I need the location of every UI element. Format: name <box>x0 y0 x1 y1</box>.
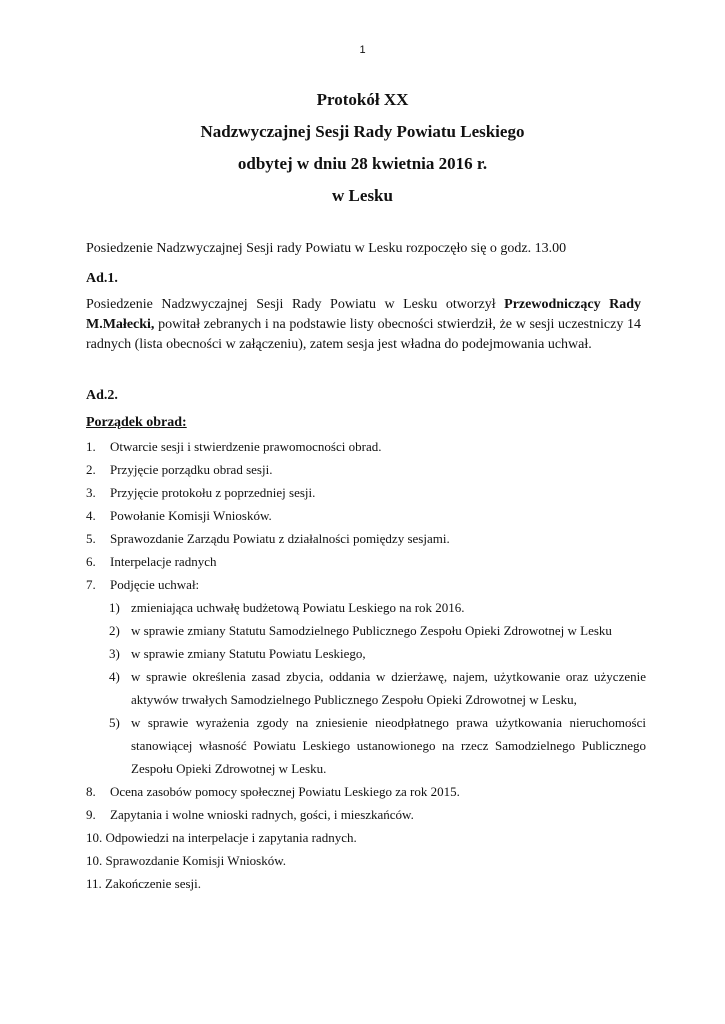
agenda-item-label: Interpelacje radnych <box>110 554 217 569</box>
ad1-text-after: powitał zebranych i na podstawie listy obecności stwierdził, że w sesji uczestniczy 14 radnych (lista obecności w załączeniu), zatem sesja jest władna do podejmowania uchwał. <box>86 317 641 352</box>
agenda-item-label: Podjęcie uchwał: <box>110 577 200 592</box>
agenda-subitem <box>109 711 646 780</box>
agenda-subitem <box>109 619 646 642</box>
agenda-item-number: 7. <box>86 577 96 592</box>
agenda-subitem-label: zmieniająca uchwałę budżetową Powiatu Leskiego na rok 2016. <box>131 600 465 615</box>
agenda-item-label: Zapytania i wolne wnioski radnych, gości, i mieszkańców. <box>110 807 414 822</box>
agenda-item <box>86 481 646 504</box>
ad1-heading: Ad.1. <box>86 271 118 286</box>
agenda-item-number: 3. <box>86 485 96 500</box>
agenda-item-number: 4. <box>86 508 96 523</box>
agenda-item: 10. Sprawozdanie Komisji Wniosków. <box>86 853 287 868</box>
agenda-item-label: Sprawozdanie Zarządu Powiatu z działalności pomiędzy sesjami. <box>110 531 450 546</box>
agenda-item-number: 9. <box>86 807 96 822</box>
agenda-subitem-number: 4) <box>109 669 120 684</box>
title-line-3: odbytej w dniu 28 kwietnia 2016 r. <box>237 154 488 173</box>
agenda-item: 10. Odpowiedzi na interpelacje i zapytania radnych. <box>86 830 357 845</box>
ad2-heading: Ad.2. <box>86 388 118 403</box>
opening-paragraph: Posiedzenie Nadzwyczajnej Sesji rady Powiatu w Lesku rozpoczęło się o godz. 13.00 <box>86 241 567 256</box>
agenda-item-number: 6. <box>86 554 96 569</box>
agenda-item-label: Przyjęcie porządku obrad sesji. <box>110 462 273 477</box>
agenda-item-label: Powołanie Komisji Wniosków. <box>110 508 272 523</box>
agenda-item <box>86 458 646 481</box>
agenda-subitem-label: w sprawie zmiany Statutu Powiatu Leskiego, <box>131 646 366 661</box>
agenda-item <box>86 435 646 458</box>
agenda-heading: Porządek obrad: <box>86 415 187 430</box>
agenda-item <box>86 504 646 527</box>
agenda-subitem-number: 3) <box>109 646 120 661</box>
agenda-item-label: Przyjęcie protokołu z poprzedniej sesji. <box>110 485 316 500</box>
page-number: 1 <box>359 44 366 56</box>
agenda-subitem-number: 1) <box>109 600 120 615</box>
agenda-item-label: Ocena zasobów pomocy społecznej Powiatu Leskiego za rok 2015. <box>110 784 460 799</box>
title-line-4: w Lesku <box>332 186 393 205</box>
agenda-item <box>86 573 646 596</box>
ad1-text-before: Posiedzenie Nadzwyczajnej Sesji Rady Powiatu w Lesku otworzył <box>86 297 505 312</box>
agenda-subitem <box>109 665 646 711</box>
agenda-item <box>86 780 646 803</box>
ad1-paragraph <box>86 295 641 355</box>
agenda-item <box>86 803 646 826</box>
agenda-list <box>86 435 646 895</box>
ad1-chairman: Przewodniczący Rady M.Małecki, <box>86 297 641 332</box>
agenda-item-number: 2. <box>86 462 96 477</box>
agenda-subitem-number: 2) <box>109 623 120 638</box>
agenda-item: 11. Zakończenie sesji. <box>86 876 202 891</box>
document-title <box>0 84 725 212</box>
agenda-item-number: 1. <box>86 439 96 454</box>
agenda-subitem-label: w sprawie określenia zasad zbycia, oddania w dzierżawę, najem, użytkowanie oraz użyczenie aktywów trwałych Samodzielnego Publicznego Zespołu Opieki Zdrowotnej w Lesku, <box>131 669 646 707</box>
agenda-item <box>86 550 646 573</box>
agenda-item-label: Otwarcie sesji i stwierdzenie prawomocności obrad. <box>110 439 382 454</box>
title-line-1: Protokół XX <box>316 90 409 109</box>
agenda-subitem <box>109 596 646 619</box>
title-line-2: Nadzwyczajnej Sesji Rady Powiatu Leskiego <box>200 122 525 141</box>
agenda-item-number: 5. <box>86 531 96 546</box>
agenda-subitem-label: w sprawie zmiany Statutu Samodzielnego Publicznego Zespołu Opieki Zdrowotnej w Lesku <box>131 623 612 638</box>
agenda-item-number: 8. <box>86 784 96 799</box>
agenda-subitem-label: w sprawie wyrażenia zgody na zniesienie nieodpłatnego prawa użytkowania nieruchomości stanowiącej własność Powiatu Leskiego ustanowionego na rzecz Samodzielnego Publicznego Zespołu Opieki Zdrowotnej w Lesku. <box>131 715 646 776</box>
agenda-item <box>86 527 646 550</box>
agenda-subitem-number: 5) <box>109 715 120 730</box>
agenda-subitem <box>109 642 646 665</box>
